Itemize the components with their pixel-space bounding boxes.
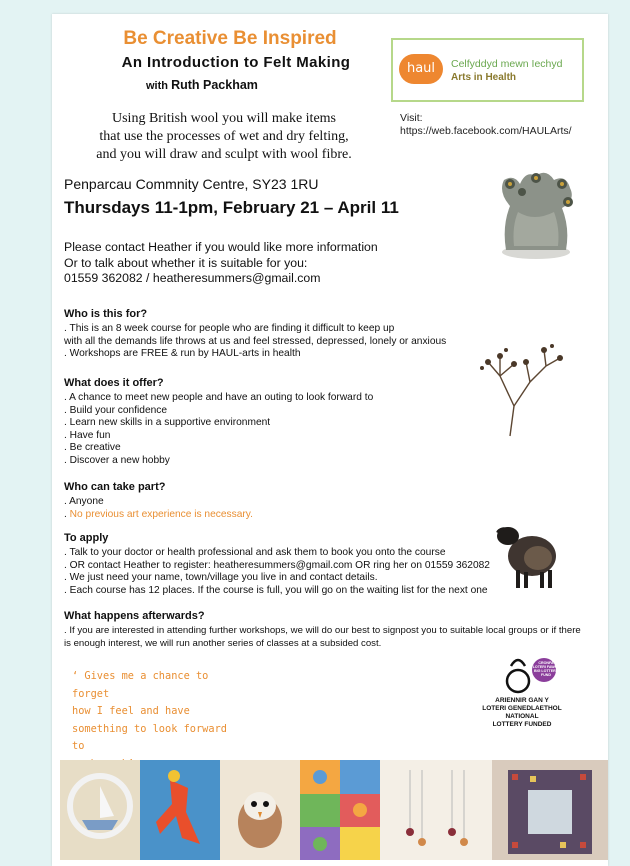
contact-line: Please contact Heather if you would like more information	[64, 240, 378, 254]
lottery-line: LOTTERY FUNDED	[492, 721, 552, 728]
felt-sheep-image	[492, 512, 568, 592]
tutor-line	[146, 78, 258, 92]
section-afterwards	[64, 610, 581, 650]
list-item: . Build your confidence	[64, 404, 168, 416]
highlight-text: No previous art experience is necessary.	[69, 508, 253, 520]
list-item: . If you are interested in attending further workshops, we will do our best to signpost you to suitable local groups or if there	[64, 625, 581, 636]
list-item: . This is an 8 week course for people who are finding it difficult to keep up	[64, 323, 395, 334]
intro-line: Using British wool you will make items	[112, 111, 336, 126]
list-item: . Be creative	[64, 442, 121, 454]
photo-boat-wreath	[60, 760, 140, 860]
intro-line: that use the processes of wet and dry felting,	[99, 129, 349, 144]
section-take-part	[64, 481, 253, 521]
felt-bowl-image	[488, 166, 584, 262]
big-lottery-badge: CRONFA LOTERI FAWR / BIG LOTTERY FUND	[532, 661, 560, 677]
artwork-photo-strip	[60, 760, 608, 860]
photo-felt-bird	[220, 760, 300, 860]
list-item: with all the demands life throws at us and feel stressed, depressed, lonely or anxious	[64, 335, 447, 347]
list-item: . A chance to meet new people and have an outing to look forward to	[64, 392, 374, 403]
testimonial-quote	[72, 668, 232, 773]
lottery-line: NATIONAL	[505, 713, 539, 720]
list-item: . Discover a new hobby	[64, 454, 170, 466]
facebook-link[interactable]: https://web.facebook.com/HAULArts/	[400, 125, 572, 137]
logo-welsh-text: Celfyddyd mewn Iechyd	[451, 58, 563, 70]
dried-seedhead-image	[470, 336, 570, 440]
section-heading: What does it offer?	[64, 377, 164, 389]
quote-line: ‘ Gives me a chance to forget	[72, 670, 209, 700]
list-item: . Workshops are FREE & run by HAUL-arts in health	[64, 348, 301, 360]
flyer-subtitle: An Introduction to Felt Making	[121, 54, 351, 71]
haul-badge: haul	[399, 54, 443, 84]
contact-info	[64, 240, 378, 287]
flyer-title: Be Creative Be Inspired	[123, 28, 337, 49]
haul-logo	[391, 38, 584, 102]
list-item: . Have fun	[64, 429, 111, 441]
photo-mosaic-figure	[140, 760, 220, 860]
quote-line: something to look forward to	[72, 722, 227, 752]
section-offer	[64, 377, 373, 468]
list-item: is enough interest, we will run another series of classes at a subsided cost.	[64, 637, 382, 649]
list-item: . We just need your name, town/village you live in and contact details.	[64, 572, 378, 584]
intro-line: and you will draw and sculpt with wool fibre.	[96, 147, 352, 162]
logo-english-text: Arts in Health	[451, 72, 517, 83]
section-who	[64, 308, 446, 361]
lottery-line: ARIENNIR GAN Y	[495, 697, 549, 704]
section-heading: What happens afterwards?	[64, 610, 205, 622]
section-heading: Who is this for?	[64, 308, 148, 320]
quote-line: how I feel and have	[72, 705, 190, 717]
list-item: . OR contact Heather to register: heatheresummers@gmail.com OR ring her on 01559 362082	[64, 559, 490, 571]
intro-text	[64, 110, 384, 164]
bullet: .	[64, 508, 70, 520]
list-item: . Anyone	[64, 496, 104, 507]
list-item: . Each course has 12 places. If the course is full, you will go on the waiting list for the next one	[64, 584, 488, 596]
list-item	[64, 509, 253, 522]
photo-mosaic-mirror	[492, 760, 608, 860]
photo-handprints	[300, 760, 380, 860]
list-item: . Talk to your doctor or health professional and ask them to book you onto the course	[64, 547, 446, 558]
lottery-line: LOTERI GENEDLAETHOL	[482, 705, 562, 712]
contact-line: Or to talk about whether it is suitable for you:	[64, 255, 308, 270]
lottery-funded-text	[466, 697, 578, 729]
visit-label: Visit:	[400, 112, 423, 124]
section-heading: To apply	[64, 532, 109, 544]
with-prefix: with	[146, 80, 168, 92]
schedule: Thursdays 11-1pm, February 21 – April 11	[64, 198, 399, 217]
photo-earrings	[380, 760, 492, 860]
section-heading: Who can take part?	[64, 481, 166, 493]
list-item: . Learn new skills in a supportive environment	[64, 417, 271, 429]
section-apply	[64, 532, 490, 597]
visit-info	[400, 112, 572, 138]
venue: Penparcau Commnity Centre, SY23 1RU	[64, 176, 319, 192]
contact-details: 01559 362082 / heatheresummers@gmail.com	[64, 271, 321, 285]
tutor-name: Ruth Packham	[171, 78, 258, 92]
